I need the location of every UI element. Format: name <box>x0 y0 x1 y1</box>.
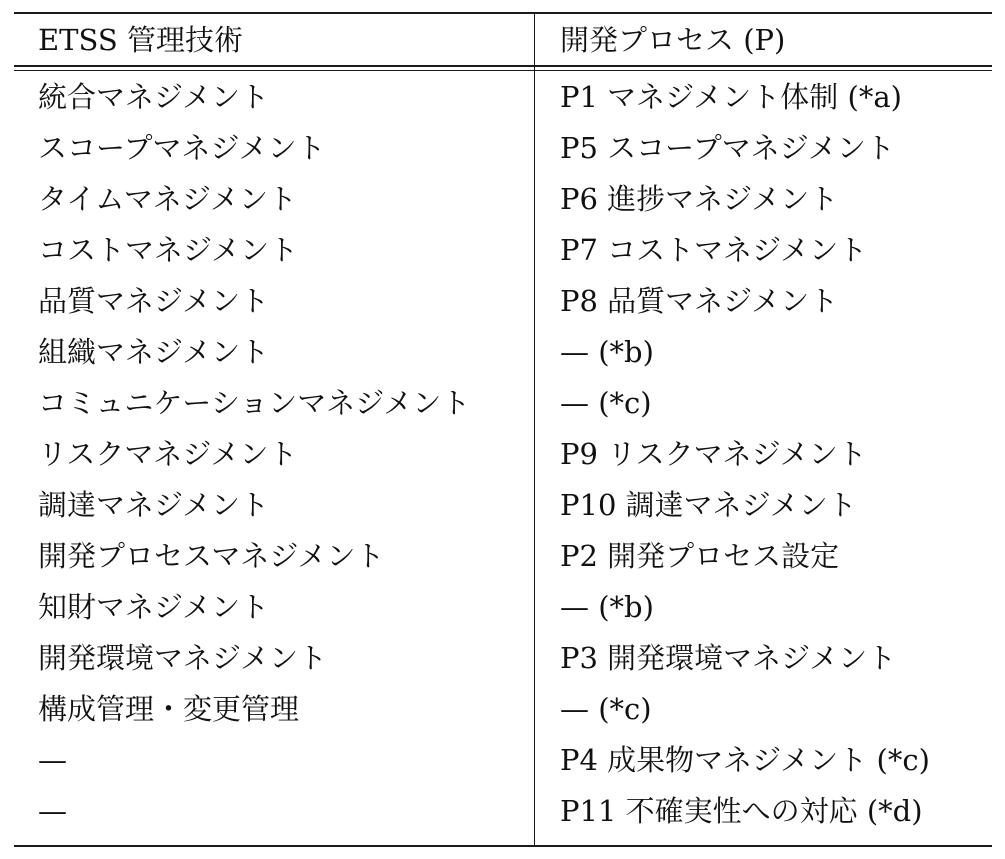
process-cell: P4 成果物マネジメント (*c) <box>560 743 930 777</box>
process-cell: P7 コストマネジメント <box>560 233 868 267</box>
process-cell: P1 マネジメント体制 (*a) <box>560 80 902 114</box>
etss-cell: コミュニケーションマネジメント <box>38 386 471 420</box>
process-cell: P9 リスクマネジメント <box>560 437 867 471</box>
etss-cell: 調達マネジメント <box>38 488 270 522</box>
table-row <box>14 327 992 378</box>
etss-cell: 組織マネジメント <box>38 335 270 369</box>
etss-cell: スコープマネジメント <box>38 131 326 165</box>
etss-cell: 開発プロセスマネジメント <box>38 539 385 573</box>
table-row <box>14 684 992 735</box>
process-cell: P10 調達マネジメント <box>560 488 857 522</box>
process-cell: — (*c) <box>560 692 652 726</box>
etss-cell: 品質マネジメント <box>38 284 270 318</box>
table-row <box>14 174 992 225</box>
table-row <box>14 582 992 633</box>
bottom-rule <box>14 845 992 847</box>
table-row <box>14 225 992 276</box>
etss-cell: リスクマネジメント <box>38 437 298 471</box>
header-rule-lower <box>14 70 992 71</box>
process-cell: P2 開発プロセス設定 <box>560 539 840 573</box>
table-row <box>14 786 992 837</box>
etss-cell: 知財マネジメント <box>38 590 270 624</box>
process-cell: — (*b) <box>560 590 654 624</box>
header-process: 開発プロセス (P) <box>560 23 786 57</box>
table-row <box>14 480 992 531</box>
table-row <box>14 531 992 582</box>
process-cell: P6 進捗マネジメント <box>560 182 839 216</box>
table-header-row <box>14 15 992 66</box>
process-cell: P5 スコープマネジメント <box>560 131 895 165</box>
etss-cell: 統合マネジメント <box>38 80 270 114</box>
top-rule <box>14 12 992 14</box>
table-row <box>14 633 992 684</box>
etss-cell: — <box>38 743 67 777</box>
etss-cell: コストマネジメント <box>38 233 299 267</box>
table-row <box>14 378 992 429</box>
table-row <box>14 276 992 327</box>
process-cell: P11 不確実性への対応 (*d) <box>560 794 923 828</box>
etss-cell: 開発環境マネジメント <box>38 641 328 675</box>
process-cell: P8 品質マネジメント <box>560 284 839 318</box>
table-row <box>14 429 992 480</box>
table-row <box>14 123 992 174</box>
etss-cell: 構成管理・変更管理 <box>38 692 300 726</box>
process-cell: — (*b) <box>560 335 654 369</box>
process-cell: P3 開発環境マネジメント <box>560 641 897 675</box>
process-cell: — (*c) <box>560 386 652 420</box>
table-row <box>14 72 992 123</box>
etss-cell: タイムマネジメント <box>38 182 297 216</box>
header-etss: ETSS 管理技術 <box>38 23 243 57</box>
header-rule-upper <box>14 65 992 67</box>
table-row <box>14 735 992 786</box>
etss-cell: — <box>38 794 67 828</box>
